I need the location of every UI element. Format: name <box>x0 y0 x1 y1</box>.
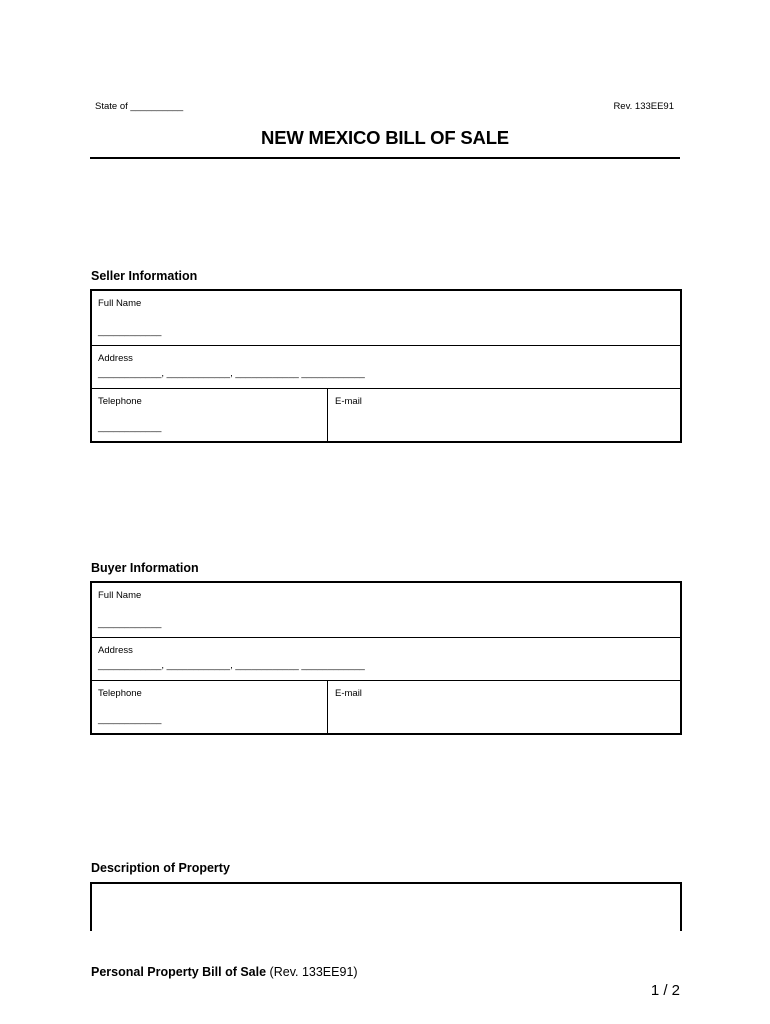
buyer-address-label: Address <box>98 645 133 656</box>
footer-form-title: Personal Property Bill of Sale <box>91 965 267 979</box>
buyer-address-blank[interactable]: ____________, ____________, ____________ ____________ <box>98 660 365 671</box>
buyer-contact-divider <box>327 681 328 733</box>
buyer-contact-row <box>92 681 680 733</box>
buyer-telephone-label: Telephone <box>98 688 142 699</box>
seller-address-blank[interactable]: ____________, ____________, ____________ ____________ <box>98 368 365 379</box>
seller-telephone-blank[interactable]: ____________ <box>98 422 162 433</box>
seller-telephone-label: Telephone <box>98 396 142 407</box>
buyer-telephone-blank[interactable]: ____________ <box>98 714 162 725</box>
seller-contact-row <box>92 389 680 441</box>
seller-full-name-row[interactable] <box>92 291 680 346</box>
title-divider <box>90 157 680 159</box>
property-description-box[interactable] <box>90 882 682 934</box>
buyer-info-box <box>90 581 682 735</box>
footer-revision: (Rev. 133EE91) <box>269 965 358 979</box>
seller-full-name-label: Full Name <box>98 298 142 309</box>
buyer-full-name-label: Full Name <box>98 590 142 601</box>
seller-email-label[interactable]: E-mail <box>335 396 362 407</box>
buyer-email-label[interactable]: E-mail <box>335 688 362 699</box>
page-number: 1 / 2 <box>650 982 680 999</box>
seller-address-label: Address <box>98 353 133 364</box>
buyer-section-title: Buyer Information <box>91 561 199 575</box>
seller-section-title: Seller Information <box>91 269 198 283</box>
footer-form-name <box>91 965 358 979</box>
seller-address-row[interactable] <box>92 346 680 389</box>
seller-contact-divider <box>327 389 328 441</box>
state-of-field: State of __________ <box>95 101 184 112</box>
revision-label: Rev. 133EE91 <box>613 101 674 112</box>
property-section-title: Description of Property <box>91 861 230 875</box>
seller-info-box <box>90 289 682 443</box>
buyer-full-name-row[interactable] <box>92 583 680 638</box>
page-title: NEW MEXICO BILL OF SALE <box>261 127 509 148</box>
seller-full-name-blank[interactable]: ____________ <box>98 326 162 337</box>
buyer-full-name-blank[interactable]: ____________ <box>98 618 162 629</box>
buyer-address-row[interactable] <box>92 638 680 681</box>
